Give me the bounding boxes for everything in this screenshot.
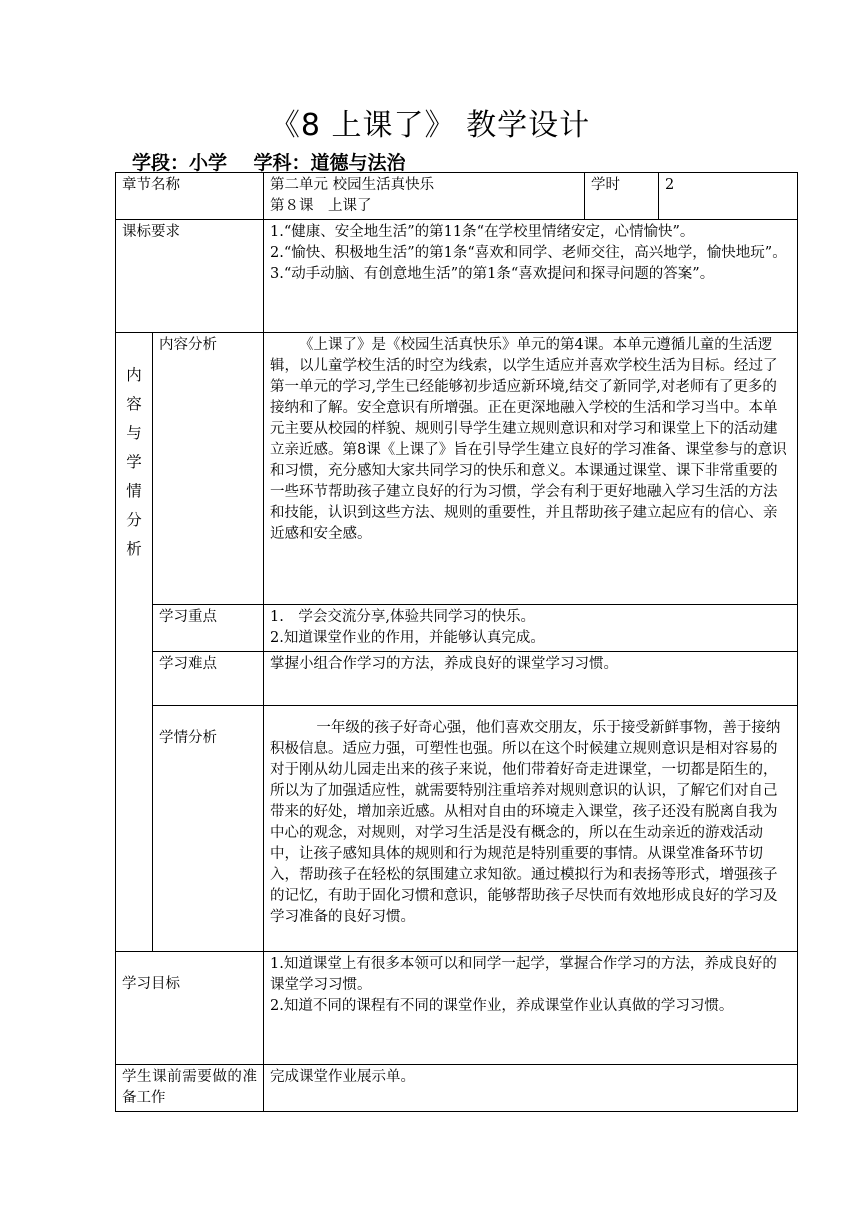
difficulty-value: 掌握小组合作学习的方法，养成良好的课堂学习习惯。 [264,652,798,706]
difficulty-row [116,652,798,706]
school-stage: 学段：小学 [132,152,228,174]
chapter-row [116,173,798,220]
focus-label: 学习重点 [153,605,264,652]
document-title: 《8 上课了》 教学设计 [269,108,591,143]
content-label: 内容分析 [153,333,264,605]
difficulty-label: 学习难点 [153,652,264,706]
prep-row [116,1065,798,1112]
analysis-group-label: 内容与学情分析 [126,366,142,558]
content-value [264,333,798,605]
prep-value: 完成课堂作业展示单。 [264,1065,798,1112]
learner-value [264,706,798,952]
focus-row [116,605,798,652]
goal-label: 学习目标 [116,952,264,1065]
learner-label: 学情分析 [153,706,264,952]
learner-text: 一年级的孩子好奇心强，他们喜欢交朋友，乐于接受新鲜事物，善于接纳积极信息。适应力强，可塑性也强。所以在这个时候建立规则意识是相对容易的对于刚从幼儿园走出来的孩子来说，他们带着好奇走进课堂，一切都是陌生的，所以为了加强适应性，就需要特别注重培养对规则意识的认识，了解它们对自己带来的好处，增加亲近感。从相对自由的环境走入课堂，孩子还没有脱离自我为中心的观念，对规则，对学习生活是没有概念的，所以在生动亲近的游戏活动中，让孩子感知具体的规则和行为规范是特别重要的事情。从课堂准备环节切入，帮助孩子在轻松的氛围建立求知欲。通过模拟行为和表扬等形式，增强孩子的记忆，有助于固化习惯和意识，能够帮助孩子尽快而有效地形成良好的学习及学习准备的良好习惯。 [270,720,781,925]
standard-row [116,220,798,333]
chapter-unit: 第二单元 校园生活真快乐 [270,177,435,193]
content-text: 《上课了》是《校园生活真快乐》单元的第4课。本单元遵循儿童的生活逻辑，以儿童学校生活的时空为线索，以学生适应并喜欢学校生活为目标。经过了第一单元的学习,学生已经能够初步适应新环境,结交了新同学,对老师有了更多的接纳和了解。安全意识有所增强。正在更深地融入学校的生活和学习当中。本单元主要从校园的样貌、规则引导学生建立规则意识和对学习和课堂上下的活动建立亲近感。第8课《上课了》旨在引导学生建立良好的学习准备、课堂参与的意识和习惯，充分感知大家共同学习的快乐和意义。本课通过课堂、课下非常重要的一些环节帮助孩子建立良好的行为习惯，学会有利于更好地融入学习生活的方法和技能，认识到这些方法、规则的重要性，并且帮助孩子建立起应有的信心、亲近感和安全感。 [270,337,787,542]
standard-item: 1.“健康、安全地生活”的第11条“在学校里情绪安定，心情愉快”。 [270,224,695,240]
standard-item: 2.“愉快、积极地生活”的第1条“喜欢和同学、老师交往，高兴地学，愉快地玩”。 [270,245,787,261]
focus-value [264,605,798,652]
standard-item: 3.“动手动脑、有创意地生活”的第1条“喜欢提问和探寻问题的答案”。 [270,266,715,282]
prep-label: 学生课前需要做的准备工作 [116,1065,264,1112]
goal-value [264,952,798,1065]
subject: 学科：道德与法治 [253,152,406,174]
content-row [116,333,798,605]
chapter-label: 章节名称 [116,173,264,220]
document-subtitle [132,148,406,175]
hours-label: 学时 [585,173,659,220]
chapter-lesson: 第８课 上课了 [270,198,372,214]
goal-item: 1.知道课堂上有很多本领可以和同学一起学，掌握合作学习的方法，养成良好的课堂学习习惯。 [270,956,777,993]
standard-label: 课标要求 [116,220,264,333]
analysis-group-label-cell [116,333,153,952]
learner-row [116,706,798,952]
standard-value [264,220,798,333]
chapter-value [264,173,585,220]
goal-item: 2.知道不同的课程有不同的课堂作业，养成课堂作业认真做的学习习惯。 [270,998,734,1014]
hours-value: 2 [659,173,798,220]
focus-item: 1. 学会交流分享,体验共同学习的快乐。 [270,609,535,625]
focus-item: 2.知道课堂作业的作用，并能够认真完成。 [270,630,545,646]
lesson-plan-table [115,172,798,1112]
goal-row [116,952,798,1065]
